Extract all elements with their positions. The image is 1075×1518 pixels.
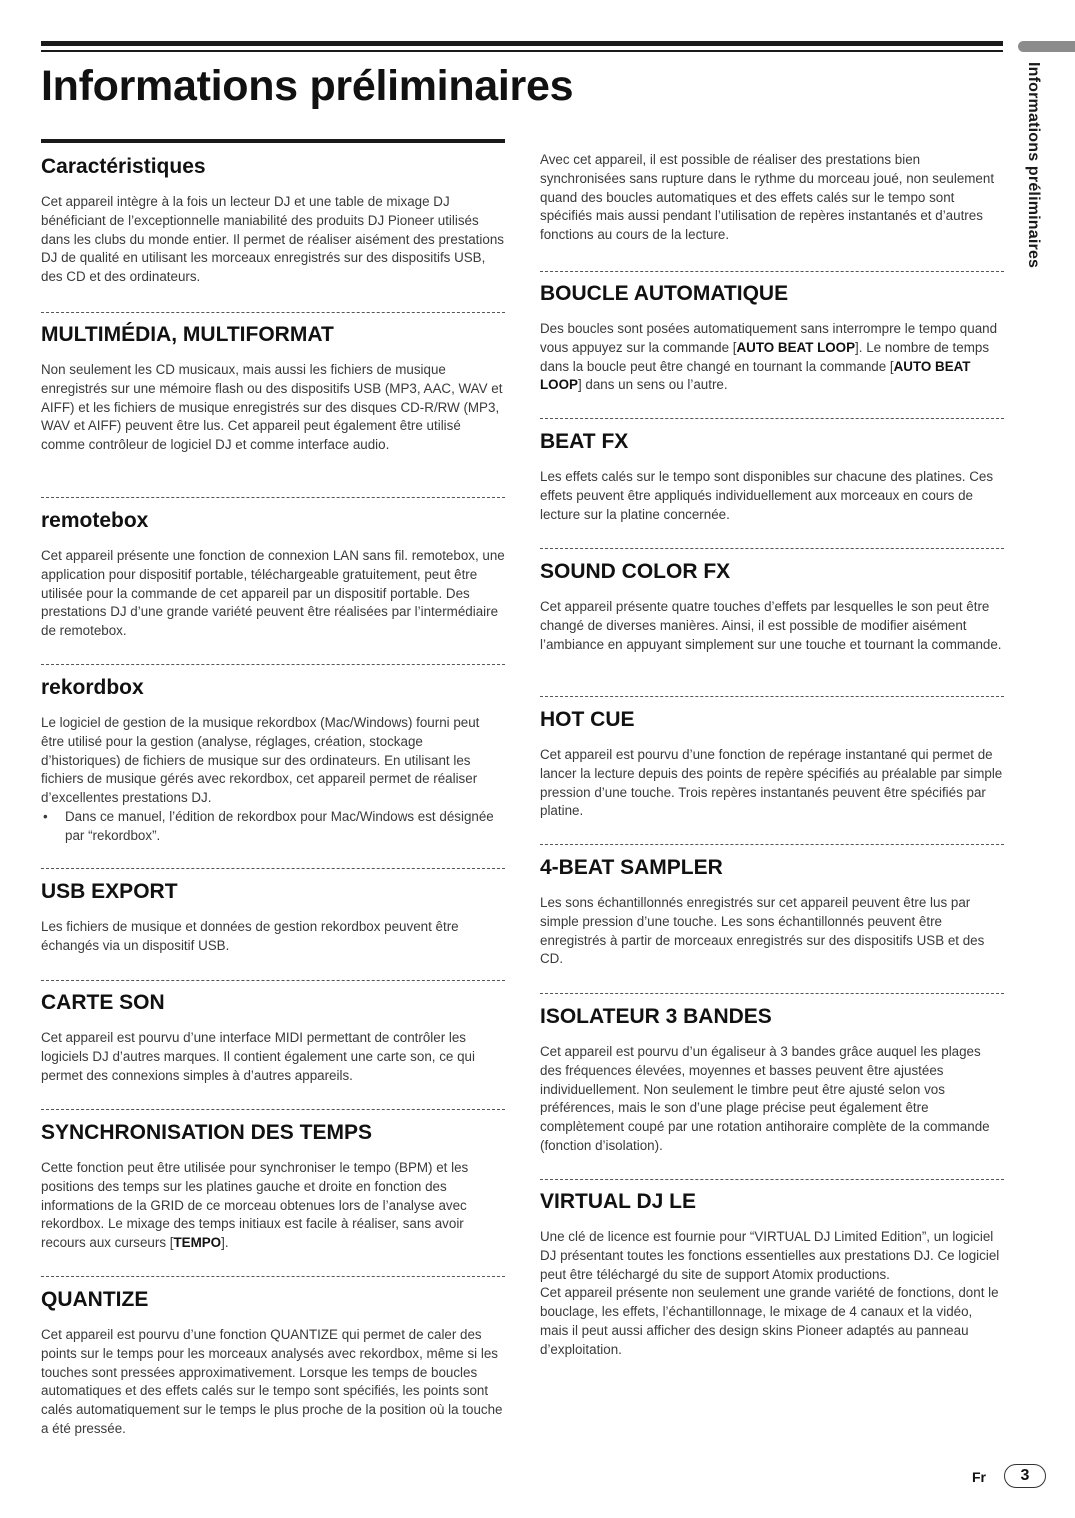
dashed-divider xyxy=(540,844,1004,845)
section-body: Cet appareil est pourvu d’une interface MIDI permettant de contrôler les logiciels DJ d’autres marques. Il contient également une carte son, ce qui permet des connexions simples à d’autres appareils. xyxy=(41,1030,475,1083)
dashed-divider xyxy=(540,418,1004,419)
section-heading: SYNCHRONISATION DES TEMPS xyxy=(41,1121,372,1144)
control-name: AUTO BEAT LOOP xyxy=(736,339,856,355)
section-body: Une clé de licence est fournie pour “VIRTUAL DJ Limited Edition”, un logiciel DJ présentant toutes les fonctions essentielles aux prestations DJ. Ce logiciel peut être téléchargé du site de support Atomix productions. xyxy=(540,1229,1000,1282)
section-body: Les sons échantillonnés enregistrés sur cet appareil peuvent être lus par simple pression d’une touche. Les sons échantillonnés peuvent être enregistrés à partir de morceaux enregistrés sur des dispositifs USB et des CD. xyxy=(540,895,985,967)
section-quantize xyxy=(41,1288,505,1439)
section-intro xyxy=(540,151,1004,245)
section-heading: 4-BEAT SAMPLER xyxy=(540,856,723,879)
body-text: Des boucles sont posées automatiquement sans interrompre le tempo quand vous appuyez sur la commande [ xyxy=(540,321,998,355)
section-usb-export xyxy=(41,880,505,956)
section-body: Cet appareil présente quatre touches d’effets par lesquelles le son peut être changé de diverses manières. Ainsi, il est possible de modifier aisément l’ambiance en appuyant simplement sur une touche et tournant la commande. xyxy=(540,599,1002,652)
body-text: ] dans un sens ou l’autre. xyxy=(577,377,728,393)
section-body: Les fichiers de musique et données de gestion rekordbox peuvent être échangés via un dispositif USB. xyxy=(41,919,459,953)
page-number: 3 xyxy=(1004,1464,1046,1488)
section-body xyxy=(41,1159,505,1253)
bullet-list xyxy=(41,808,505,846)
dashed-divider xyxy=(540,548,1004,549)
section-multimedia xyxy=(41,323,505,455)
control-name: TEMPO xyxy=(173,1235,222,1251)
section-sound-color-fx xyxy=(540,560,1004,654)
section-rekordbox xyxy=(41,676,505,846)
section-body: Cet appareil présente une fonction de connexion LAN sans fil. remotebox, une application pour dispositif portable, téléchargeable gratuitement, peut être utilisée pour la commande de cet appareil par un dispositif portable. Des prestations DJ d’une grande variété peuvent être réalisées par l’intermédiaire de remotebox. xyxy=(41,548,505,639)
section-heading: QUANTIZE xyxy=(41,1288,149,1311)
section-body: Cet appareil est pourvu d’une fonction QUANTIZE qui permet de caler des points sur le temps pour les morceaux analysés avec rekordbox, même si les touches sont pressées approximativement. Lorsque les temps de boucles automatiques et des effets calés sur le tempo sont spécifiés, les points sont calés automatiquement sur le temps le plus proche de la position où la touche a été pressée. xyxy=(41,1327,503,1436)
language-code: Fr xyxy=(972,1469,986,1485)
section-heading: remotebox xyxy=(41,509,149,532)
section-body: Cet appareil présente non seulement une grande variété de fonctions, dont le bouclage, les effets, l’échantillonnage, le mixage de 4 canaux et la vidéo, mais il peut aussi afficher des design skins Pioneer adaptés au panneau d’exploitation. xyxy=(540,1285,999,1357)
section-synchronisation xyxy=(41,1121,505,1253)
section-body xyxy=(540,320,1004,395)
dashed-divider xyxy=(540,993,1004,994)
section-4-beat-sampler xyxy=(540,856,1004,969)
section-heading: BEAT FX xyxy=(540,430,629,453)
body-text: ]. xyxy=(221,1235,229,1251)
section-body: Avec cet appareil, il est possible de réaliser des prestations bien synchronisées sans rupture dans le rythme du morceau joué, non seulement quand des boucles automatiques et des effets calés sur le tempo sont spécifiés mais aussi pendant l’utilisation de repères instantanés et d’autres fonctions au cours de la lecture. xyxy=(540,152,995,243)
control-name: AUTO BEAT LOOP xyxy=(540,358,971,393)
section-heading: SOUND COLOR FX xyxy=(540,560,731,583)
section-body: Cet appareil est pourvu d’un égaliseur à 3 bandes grâce auquel les plages des fréquences élevées, moyennes et basses peuvent être ajustées individuellement. Non seulement le timbre peut être ajusté selon vos préférences, mais le son d’une plage précise peut également être complètement coupé par une rotation antihoraire complète de la commande (fonction d’isolation). xyxy=(540,1044,990,1153)
section-heading: ISOLATEUR 3 BANDES xyxy=(540,1005,772,1028)
section-heading: CARTE SON xyxy=(41,991,165,1014)
dashed-divider xyxy=(540,271,1004,272)
section-carte-son xyxy=(41,991,505,1085)
section-body: Cet appareil intègre à la fois un lecteur DJ et une table de mixage DJ bénéficiant de l’exceptionnelle maniabilité des produits DJ Pioneer utilisés dans les clubs du monde entier. Il permet de réaliser aisément des prestations DJ de qualité en utilisant les morceaux enregistrés sur des dispositifs USB, des CD et des ordinateurs. xyxy=(41,194,504,285)
dashed-divider xyxy=(540,1179,1004,1180)
section-body: Cet appareil est pourvu d’une fonction de repérage instantané qui permet de lancer la lecture depuis des points de repère spécifiés au préalable par simple pression d’une touche. Trois repères instantanés peuvent être spécifiés par platine. xyxy=(540,747,1003,819)
section-beat-fx xyxy=(540,430,1004,524)
section-body: Les effets calés sur le tempo sont disponibles sur chacune des platines. Ces effets peuvent être appliqués individuellement aux morceaux en cours de lecture sur la platine concernée. xyxy=(540,469,994,522)
section-heading: Caractéristiques xyxy=(41,155,206,178)
dashed-divider xyxy=(540,696,1004,697)
dashed-divider xyxy=(41,497,505,498)
dashed-divider xyxy=(41,868,505,869)
section-boucle-automatique xyxy=(540,282,1004,395)
side-tab-marker xyxy=(1018,41,1075,52)
dashed-divider xyxy=(41,312,505,313)
dashed-divider xyxy=(41,1276,505,1277)
bullet-item: • Dans ce manuel, l’édition de rekordbox pour Mac/Windows est désignée par “rekordbox”. xyxy=(65,808,505,846)
section-heading: USB EXPORT xyxy=(41,880,178,903)
column-rule xyxy=(41,139,505,143)
section-remotebox xyxy=(41,509,505,641)
body-text: Cette fonction peut être utilisée pour synchroniser le tempo (BPM) et les positions des temps sur les platines gauche et droite en fonction des informations de la GRID de ce morceau obtenues lors de l’analyse avec rekordbox. Le mixage des temps initiaux est facile à réaliser, sans avoir recours aux curseurs [ xyxy=(41,1160,469,1251)
top-rule xyxy=(41,41,1003,46)
section-virtual-dj-le xyxy=(540,1190,1004,1360)
section-body: Non seulement les CD musicaux, mais aussi les fichiers de musique enregistrés sur une mémoire flash ou des dispositifs USB (MP3, AAC, WAV et AIFF) et les fichiers de musique enregistrés sur des disques CD-R/RW (MP3, WAV et AIFF) peuvent être lus. Cet appareil peut également être utilisé comme contrôleur de logiciel DJ et comme interface audio. xyxy=(41,362,503,453)
section-heading: MULTIMÉDIA, MULTIFORMAT xyxy=(41,323,334,346)
section-heading: VIRTUAL DJ LE xyxy=(540,1190,696,1213)
section-hot-cue xyxy=(540,708,1004,821)
section-isolateur xyxy=(540,1005,1004,1156)
section-heading: rekordbox xyxy=(41,676,144,699)
side-section-label: Informations préliminaires xyxy=(1025,62,1042,269)
dashed-divider xyxy=(41,664,505,665)
section-caracteristiques xyxy=(41,155,505,287)
dashed-divider xyxy=(41,1109,505,1110)
top-rule-thin xyxy=(41,50,1003,52)
page-title: Informations préliminaires xyxy=(41,62,574,110)
dashed-divider xyxy=(41,980,505,981)
section-heading: HOT CUE xyxy=(540,708,635,731)
body-text: ]. Le nombre de temps dans la boucle peut être changé en tournant la commande [ xyxy=(540,339,990,374)
section-heading: BOUCLE AUTOMATIQUE xyxy=(540,282,789,305)
section-body: Le logiciel de gestion de la musique rekordbox (Mac/Windows) fourni peut être utilisé pour la gestion (analyse, réglages, création, stockage d’historiques) de fichiers de musique sur des ordinateurs. En utilisant les fichiers de musique gérés avec rekordbox, cet appareil permet de réaliser d’excellentes prestations DJ. xyxy=(41,715,480,806)
